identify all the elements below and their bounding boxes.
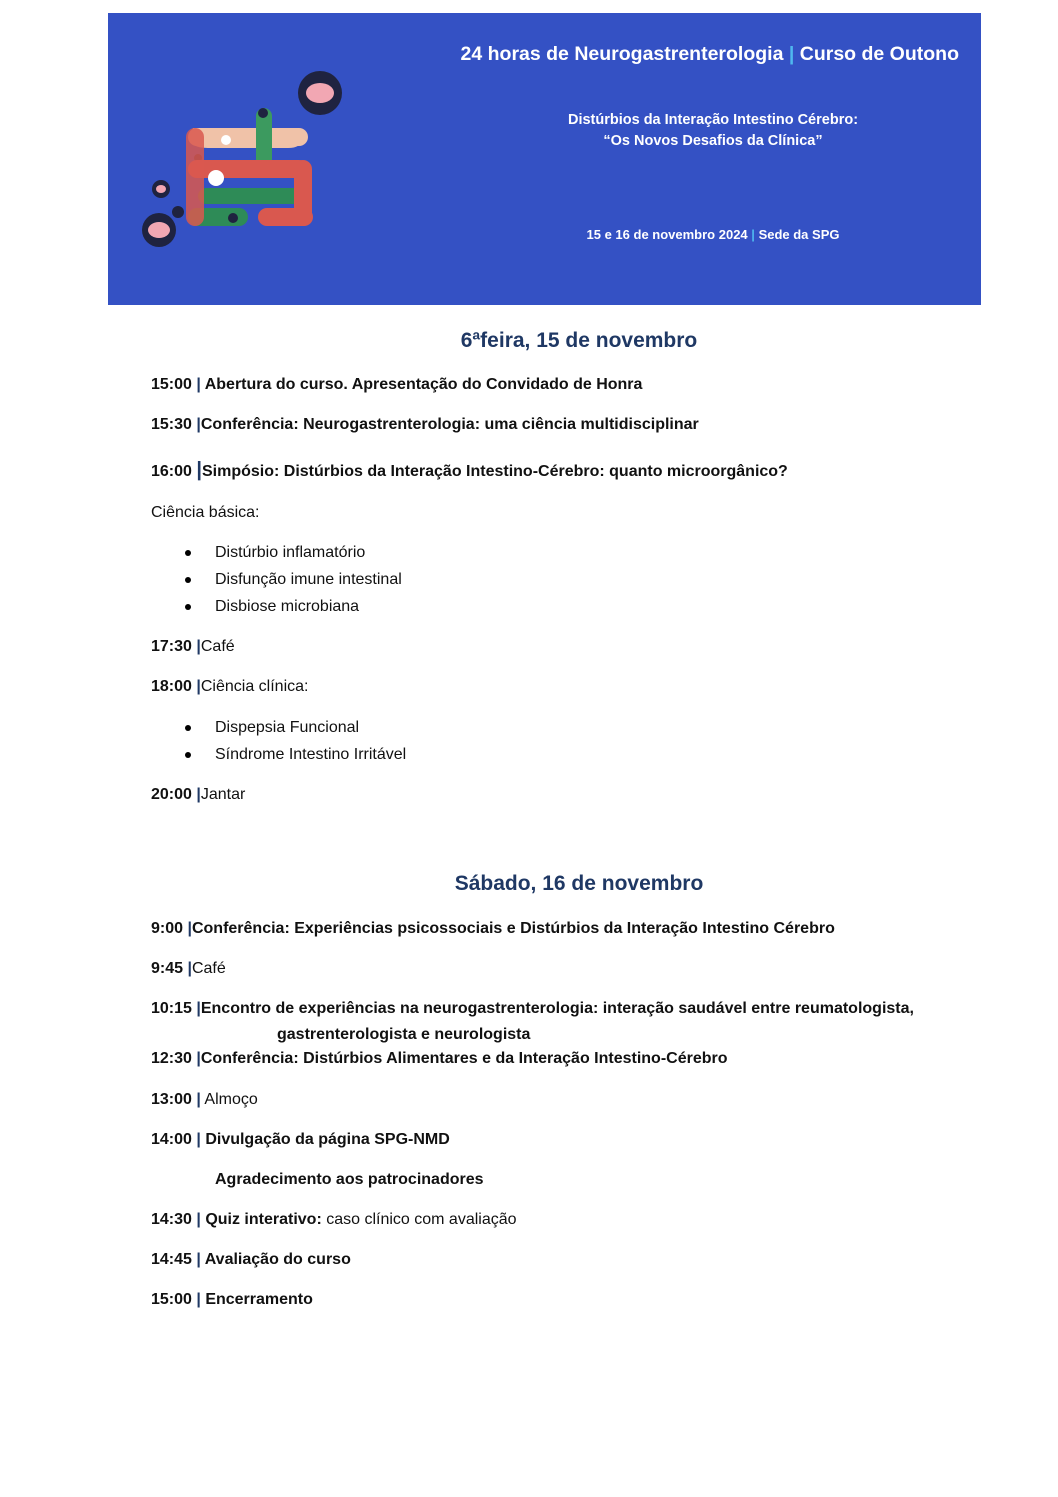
item-separator: |: [196, 1091, 201, 1108]
basic-science-list: [151, 543, 402, 624]
item-text: Café: [200, 638, 235, 655]
item-text: Abertura do curso. Apresentação do Convidado de Honra: [204, 376, 643, 393]
schedule-item: [151, 959, 226, 979]
banner-title-course: Curso de Outono: [799, 43, 959, 65]
item-text: Encerramento: [205, 1291, 313, 1308]
item-separator: |: [196, 1291, 201, 1308]
banner-date-separator: |: [751, 227, 755, 242]
list-item: Dispepsia Funcional: [151, 718, 406, 745]
schedule-item: [151, 1250, 351, 1270]
item-separator: |: [196, 416, 201, 433]
item-text: caso clínico com avaliação: [321, 1211, 517, 1228]
schedule-item: [151, 1210, 517, 1230]
schedule-item: [151, 785, 245, 805]
item-time: 15:00: [151, 1291, 192, 1308]
banner-subtitle-line2: “Os Novos Desafios da Clínica”: [603, 133, 823, 149]
item-text: Encontro de experiências na neurogastrenterologia: interação saudável entre reumatologista,: [200, 1000, 914, 1017]
schedule-item: [151, 637, 235, 657]
item-text: Almoço: [204, 1091, 258, 1108]
banner-title: [461, 43, 959, 66]
item-time: 18:00: [151, 678, 192, 695]
item-separator: |: [187, 960, 192, 977]
item-separator: |: [196, 1251, 201, 1268]
item-time: 9:00: [151, 920, 184, 937]
item-text: Jantar: [200, 786, 246, 803]
item-label: Conferência: [200, 416, 294, 433]
item-separator: |: [196, 678, 201, 695]
item-separator: |: [196, 638, 201, 655]
item-text: Conferência: Distúrbios Alimentares e da Interação Intestino-Cérebro: [200, 1050, 728, 1067]
item-separator: |: [196, 1211, 201, 1228]
list-item: Disfunção imune intestinal: [151, 570, 402, 597]
item-separator: |: [196, 1050, 201, 1067]
banner-date: [448, 227, 978, 242]
item-separator: |: [196, 376, 201, 393]
clinical-science-list: [151, 718, 406, 772]
banner-title-separator: |: [788, 43, 795, 65]
schedule-item: [151, 677, 308, 697]
item-separator: |: [196, 786, 201, 803]
item-text: Divulgação da página SPG-NMD: [205, 1131, 450, 1148]
schedule-item: [151, 1290, 313, 1310]
list-item: Síndrome Intestino Irritável: [151, 745, 406, 772]
schedule-item: [151, 375, 642, 395]
header-banner: [108, 13, 981, 305]
item-time: 14:30: [151, 1211, 192, 1228]
item-separator: |: [196, 1000, 201, 1017]
item-time: 16:00: [151, 463, 192, 480]
banner-title-main: 24 horas de Neurogastrenterologia: [460, 43, 784, 65]
schedule-item: [151, 460, 788, 482]
schedule-item: [151, 1049, 728, 1069]
schedule-item: [151, 415, 699, 435]
day2-heading: Sábado, 16 de novembro: [454, 872, 704, 895]
item-time: 12:30: [151, 1050, 192, 1067]
item-text: Conferência: Experiências psicossociais e Distúrbios da Interação Intestino Cérebro: [191, 920, 835, 937]
item-separator: |: [187, 920, 192, 937]
list-item: Distúrbio inflamatório: [151, 543, 402, 570]
banner-venue: Sede da SPG: [758, 227, 840, 242]
item-continuation: gastrenterologista e neurologista: [277, 1026, 531, 1043]
item-time: 20:00: [151, 786, 192, 803]
banner-date-text: 15 e 16 de novembro 2024: [586, 227, 748, 242]
item-text: Avaliação do curso: [204, 1251, 351, 1268]
item-time: 15:00: [151, 376, 192, 393]
item-time: 14:45: [151, 1251, 192, 1268]
item-time: 17:30: [151, 638, 192, 655]
item-text: Ciência clínica:: [200, 678, 309, 695]
schedule-item: [151, 999, 914, 1019]
item-text: Café: [191, 960, 226, 977]
item-label: Simpósio: [201, 463, 274, 480]
item-separator: |: [196, 459, 202, 481]
item-continuation: Agradecimento aos patrocinadores: [215, 1171, 484, 1188]
basic-science-label: Ciência básica:: [151, 504, 260, 521]
day1-heading: 6ªfeira, 15 de novembro: [460, 329, 698, 352]
gut-brain-illustration-icon: [138, 68, 348, 253]
schedule-item: [151, 1130, 450, 1150]
item-time: 9:45: [151, 960, 184, 977]
item-time: 15:30: [151, 416, 192, 433]
item-text: : Neurogastrenterologia: uma ciência multidisciplinar: [293, 416, 699, 433]
item-separator: |: [196, 1131, 201, 1148]
item-time: 13:00: [151, 1091, 192, 1108]
item-label: Quiz interativo:: [205, 1211, 322, 1228]
item-text: : Distúrbios da Interação Intestino-Cérebro: quanto microorgânico?: [274, 463, 788, 480]
item-time: 10:15: [151, 1000, 192, 1017]
banner-subtitle-line1: Distúrbios da Interação Intestino Cérebro:: [567, 112, 859, 128]
item-time: 14:00: [151, 1131, 192, 1148]
schedule-item: [151, 1090, 258, 1110]
schedule-item: [151, 919, 835, 939]
list-item: Disbiose microbiana: [151, 597, 402, 624]
